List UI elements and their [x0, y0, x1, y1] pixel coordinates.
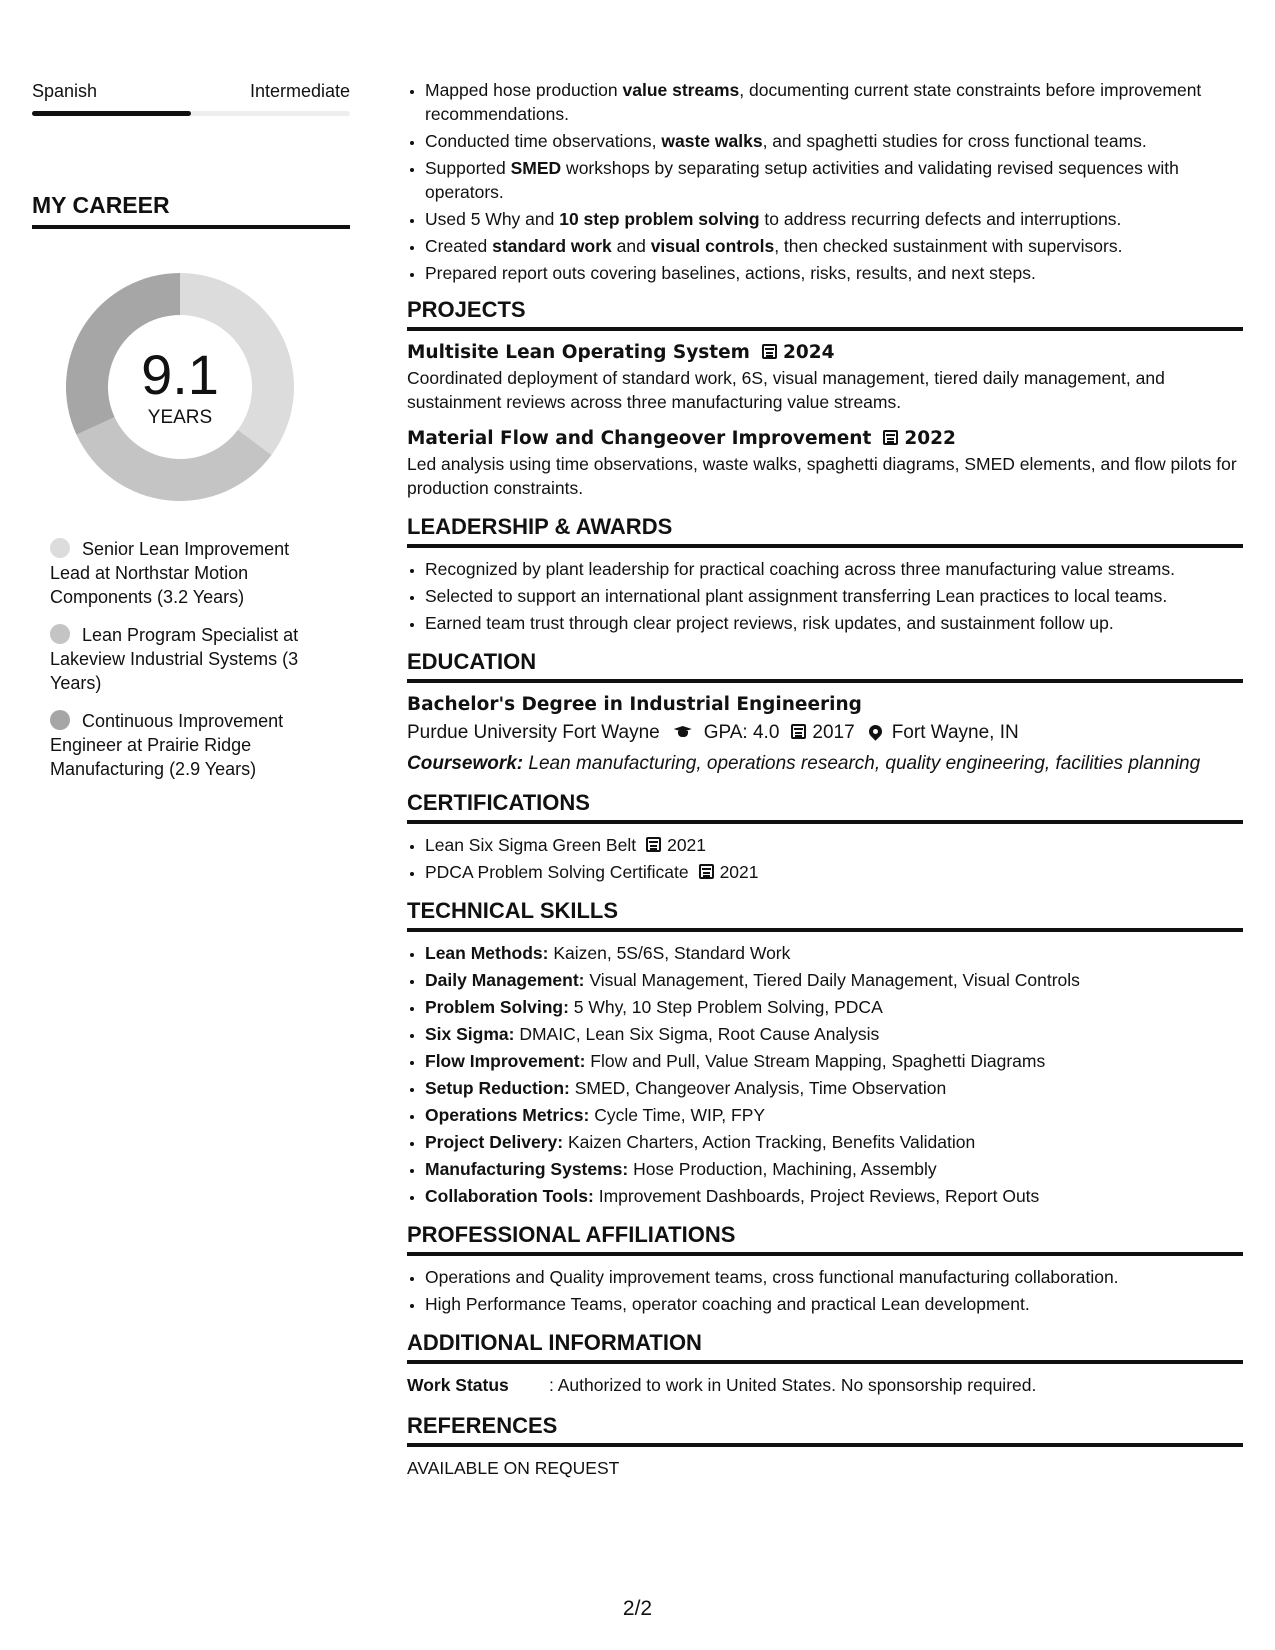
- skill-category: Problem Solving:: [425, 997, 569, 1017]
- projects-heading: PROJECTS: [407, 297, 1243, 331]
- skill-category: Flow Improvement:: [425, 1051, 586, 1071]
- education-location: Fort Wayne, IN: [891, 722, 1019, 743]
- experience-bullet: [425, 207, 1243, 231]
- skill-values: Cycle Time, WIP, FPY: [589, 1105, 766, 1125]
- bullet-text: to address recurring defects and interruptions.: [759, 209, 1122, 229]
- language-row: [32, 80, 350, 102]
- additional-heading: ADDITIONAL INFORMATION: [407, 1330, 1243, 1364]
- skill-values: Hose Production, Machining, Assembly: [628, 1159, 937, 1179]
- bullet-text: workshops by separating setup activities and validating revised sequences with operators.: [425, 158, 1179, 202]
- skill-values: Kaizen Charters, Action Tracking, Benefits Validation: [563, 1132, 976, 1152]
- skill-item: [425, 1022, 1243, 1046]
- project-title: Material Flow and Changeover Improvement: [407, 428, 872, 449]
- skill-values: DMAIC, Lean Six Sigma, Root Cause Analysis: [514, 1024, 880, 1044]
- language-name: Spanish: [32, 81, 98, 101]
- education-coursework: [407, 752, 1243, 776]
- bullet-text: Prepared report outs covering baselines, actions, risks, results, and next steps.: [425, 263, 1036, 283]
- certifications-heading: CERTIFICATIONS: [407, 790, 1243, 824]
- skill-item: [425, 995, 1243, 1019]
- calendar-icon: [762, 344, 777, 359]
- certification-year: 2021: [719, 862, 759, 882]
- career-legend: [50, 537, 320, 781]
- skill-values: SMED, Changeover Analysis, Time Observation: [569, 1078, 947, 1098]
- affiliation-item: • Operations and Quality improvement teams, cross functional manufacturing collaboration.: [425, 1265, 1243, 1289]
- education-gpa: GPA: 4.0: [703, 722, 780, 743]
- calendar-icon: [646, 837, 661, 852]
- bullet-text: , then checked sustainment with supervisors.: [774, 236, 1123, 256]
- experience-bullet: [425, 156, 1243, 204]
- education-year: 2017: [812, 722, 855, 743]
- references-heading: REFERENCES: [407, 1413, 1243, 1447]
- skill-category: Project Delivery:: [425, 1132, 564, 1152]
- experience-bullets: [407, 78, 1243, 285]
- coursework-text: Lean manufacturing, operations research, quality engineering, facilities planning: [523, 753, 1201, 774]
- work-status-value: : Authorized to work in United States. No sponsorship required.: [549, 1375, 1037, 1395]
- bullet-text: Mapped hose production: [425, 80, 623, 100]
- career-legend-label: Continuous Improvement Engineer at Prairie Ridge Manufacturing (2.9 Years): [50, 711, 284, 779]
- work-status-label: Work Status: [407, 1375, 509, 1395]
- bullet-keyword: value streams: [622, 80, 740, 100]
- bullet-text: and: [611, 236, 651, 256]
- skills-list: [407, 941, 1243, 1208]
- skill-item: [425, 1184, 1243, 1208]
- legend-dot-icon: [50, 538, 70, 558]
- affiliations-list: [407, 1265, 1243, 1316]
- bullet-text: Conducted time observations,: [425, 131, 662, 151]
- experience-bullet: [425, 261, 1243, 285]
- page-number: 2/2: [622, 1597, 653, 1620]
- career-legend-label: Lean Program Specialist at Lakeview Industrial Systems (3 Years): [50, 625, 299, 693]
- education-degree: Bachelor's Degree in Industrial Engineering: [407, 694, 862, 715]
- skill-item: [425, 1157, 1243, 1181]
- career-legend-item: [50, 709, 320, 781]
- language-proficiency-fill: [32, 111, 191, 116]
- calendar-icon: [699, 864, 714, 879]
- skill-values: Visual Management, Tiered Daily Management, Visual Controls: [584, 970, 1080, 990]
- bullet-keyword: standard work: [492, 236, 612, 256]
- bullet-text: , and spaghetti studies for cross functional teams.: [762, 131, 1147, 151]
- references-text: AVAILABLE ON REQUEST: [407, 1458, 620, 1478]
- education-school: Purdue University Fort Wayne: [407, 722, 660, 743]
- skill-item: [425, 941, 1243, 965]
- project-year: 2022: [904, 428, 956, 449]
- skill-item: [425, 1076, 1243, 1100]
- leadership-heading: LEADERSHIP & AWARDS: [407, 514, 1243, 548]
- skill-category: Collaboration Tools:: [425, 1186, 594, 1206]
- skills-heading: TECHNICAL SKILLS: [407, 898, 1243, 932]
- education-details: [407, 718, 1243, 748]
- project-title-row: [407, 426, 1243, 452]
- legend-dot-icon: [50, 624, 70, 644]
- skill-item: [425, 1130, 1243, 1154]
- skill-values: Improvement Dashboards, Project Reviews, Report Outs: [593, 1186, 1040, 1206]
- project-description: Led analysis using time observations, waste walks, spaghetti diagrams, SMED elements, and flow pilots for production constraints.: [407, 454, 1237, 498]
- projects-list: [407, 340, 1243, 500]
- left-column: [32, 80, 350, 795]
- skill-category: Daily Management:: [425, 970, 585, 990]
- bullet-text: Used 5 Why and: [425, 209, 560, 229]
- project-title: Multisite Lean Operating System: [407, 342, 750, 363]
- bullet-keyword: SMED: [510, 158, 562, 178]
- career-total-years: 9.1: [141, 343, 219, 406]
- project-date: [883, 428, 956, 449]
- calendar-icon: [883, 430, 898, 445]
- bullet-text: Created: [425, 236, 493, 256]
- skill-category: Operations Metrics:: [425, 1105, 590, 1125]
- certification-year: 2021: [667, 835, 707, 855]
- career-heading: MY CAREER: [32, 192, 350, 229]
- certification-name: PDCA Problem Solving Certificate: [425, 862, 689, 882]
- bullet-keyword: visual controls: [650, 236, 775, 256]
- career-legend-label: Senior Lean Improvement Lead at Northstar Motion Components (3.2 Years): [50, 539, 290, 607]
- certification-date: [646, 835, 706, 855]
- certification-item: [425, 833, 1243, 857]
- skill-item: [425, 1049, 1243, 1073]
- location-pin-icon: [866, 722, 884, 740]
- project-description: Coordinated deployment of standard work, 6S, visual management, tiered daily management, and sustainment reviews across three manufacturing value streams.: [407, 368, 1165, 412]
- experience-bullet: [425, 234, 1243, 258]
- leadership-item: • Earned team trust through clear project reviews, risk updates, and sustainment follow up.: [425, 611, 1243, 635]
- certification-item: [425, 860, 1243, 884]
- right-column: [407, 78, 1243, 1480]
- skill-values: Flow and Pull, Value Stream Mapping, Spaghetti Diagrams: [585, 1051, 1046, 1071]
- leadership-item: • Selected to support an international plant assignment transferring Lean practices to local teams.: [425, 584, 1243, 608]
- career-legend-item: [50, 623, 320, 695]
- leadership-list: [407, 557, 1243, 635]
- bullet-text: , documenting current state constraints before improvement recommendations.: [425, 80, 1202, 124]
- skill-category: Manufacturing Systems:: [425, 1159, 629, 1179]
- calendar-icon: [791, 724, 806, 739]
- education-heading: EDUCATION: [407, 649, 1243, 683]
- certifications-list: [407, 833, 1243, 884]
- skill-values: 5 Why, 10 Step Problem Solving, PDCA: [568, 997, 883, 1017]
- bullet-keyword: waste walks: [661, 131, 763, 151]
- skill-item: [425, 968, 1243, 992]
- donut-center: [66, 273, 294, 501]
- bullet-text: Supported: [425, 158, 511, 178]
- skill-category: Lean Methods:: [425, 943, 549, 963]
- certification-date: [699, 862, 759, 882]
- experience-bullet: [425, 78, 1243, 126]
- language-proficiency-bar: [32, 111, 350, 116]
- career-legend-item: [50, 537, 320, 609]
- language-level: Intermediate: [249, 81, 350, 101]
- bullet-keyword: 10 step problem solving: [559, 209, 760, 229]
- affiliations-heading: PROFESSIONAL AFFILIATIONS: [407, 1222, 1243, 1256]
- career-total-unit: YEARS: [147, 407, 213, 428]
- experience-bullet: [425, 129, 1243, 153]
- coursework-label: Coursework:: [407, 753, 524, 774]
- project-title-row: [407, 340, 1243, 366]
- certification-name: Lean Six Sigma Green Belt: [425, 835, 637, 855]
- project-year: 2024: [782, 342, 835, 363]
- leadership-item: • Recognized by plant leadership for practical coaching across three manufacturing value streams.: [425, 557, 1243, 581]
- work-status-row: [407, 1373, 1243, 1397]
- skill-category: Setup Reduction:: [425, 1078, 570, 1098]
- career-donut-chart: [66, 273, 294, 501]
- skill-category: Six Sigma:: [425, 1024, 515, 1044]
- legend-dot-icon: [50, 710, 70, 730]
- affiliation-item: • High Performance Teams, operator coaching and practical Lean development.: [425, 1292, 1243, 1316]
- skill-values: Kaizen, 5S/6S, Standard Work: [548, 943, 791, 963]
- skill-item: [425, 1103, 1243, 1127]
- graduation-cap-icon: [672, 726, 694, 738]
- project-date: [762, 342, 835, 363]
